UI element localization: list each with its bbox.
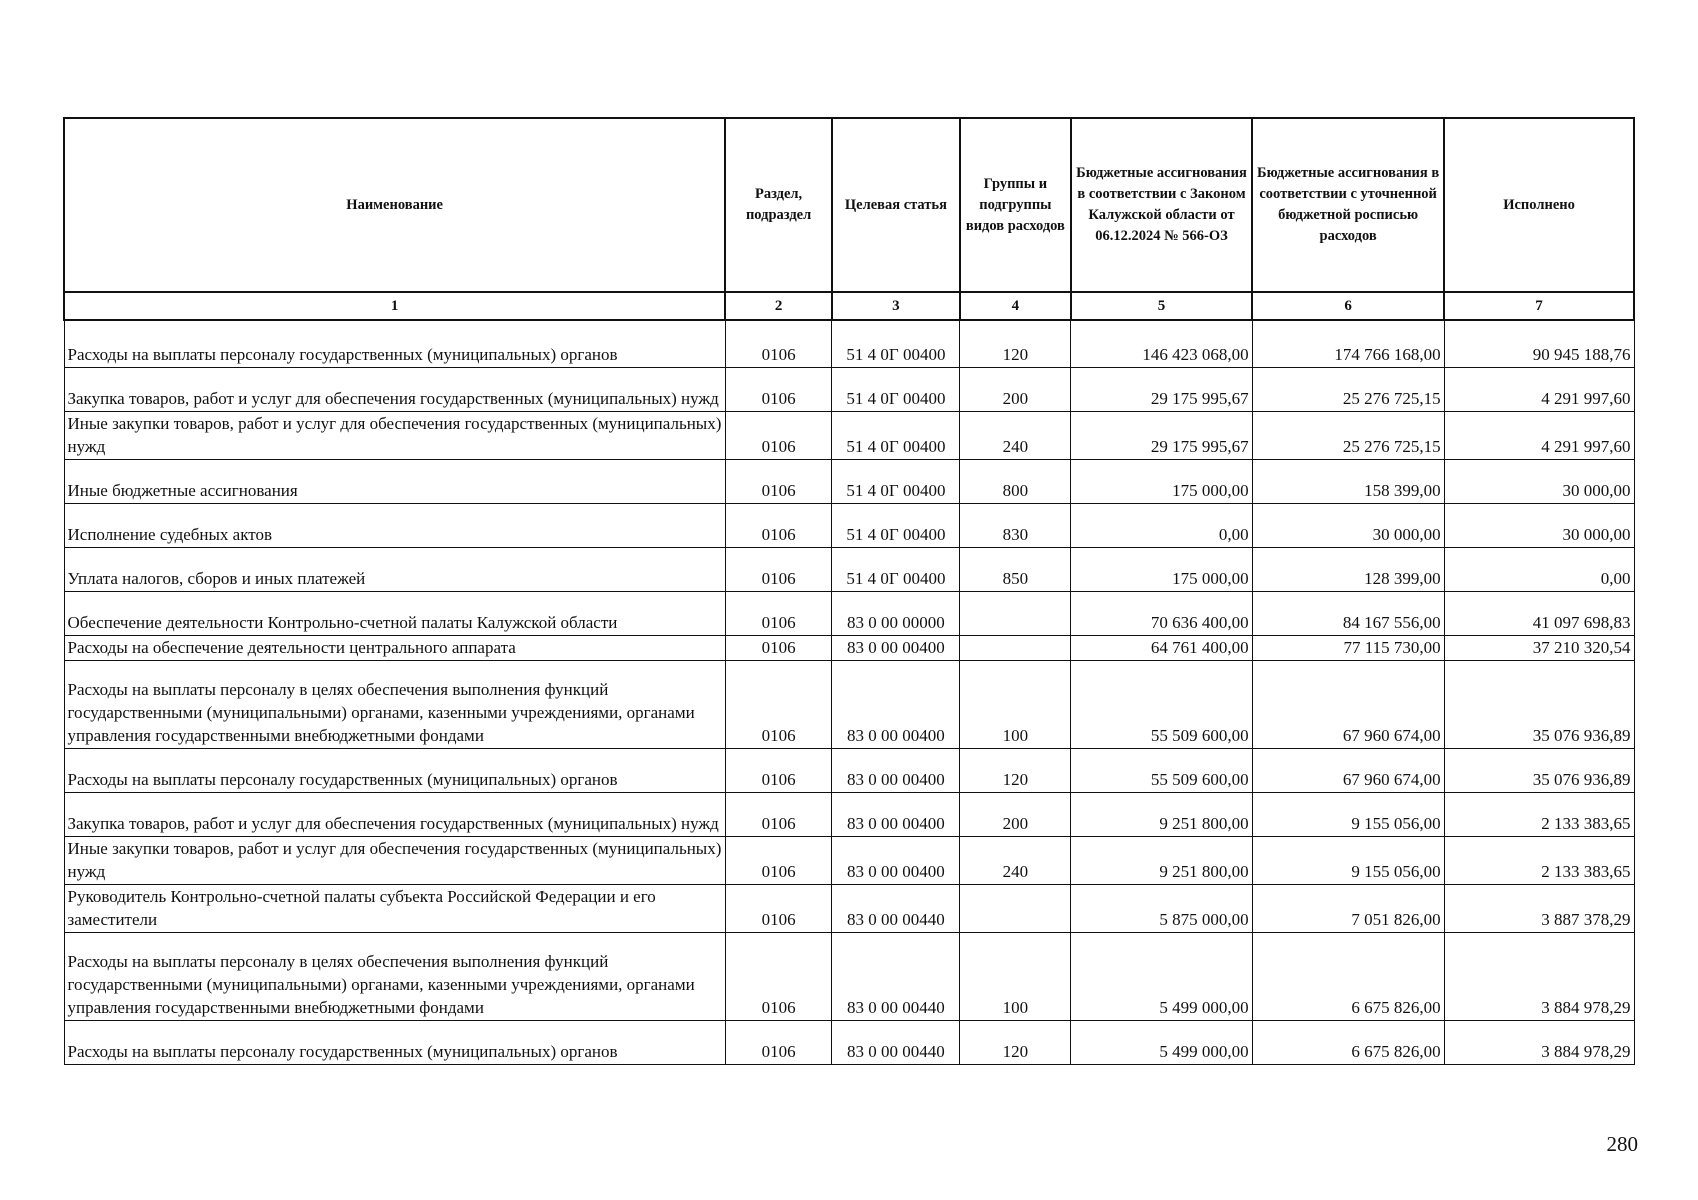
row-target-article: 83 0 00 00000	[832, 591, 960, 635]
row-name: Исполнение судебных актов	[64, 503, 725, 547]
row-expense-group: 100	[960, 932, 1071, 1020]
header-target-article: Целевая статья	[832, 118, 960, 292]
row-expense-group	[960, 635, 1071, 660]
row-name: Расходы на выплаты персоналу государственных (муниципальных) органов	[64, 748, 725, 792]
row-executed-amount: 90 945 188,76	[1444, 320, 1634, 367]
row-expense-group: 100	[960, 660, 1071, 748]
row-section: 0106	[725, 547, 832, 591]
table-row	[64, 320, 1634, 367]
row-section: 0106	[725, 591, 832, 635]
column-number-row	[64, 292, 1634, 320]
row-name: Руководитель Контрольно-счетной палаты субъекта Российской Федерации и его заместители	[64, 884, 725, 932]
row-section: 0106	[725, 459, 832, 503]
table-row	[64, 459, 1634, 503]
row-refined-amount: 9 155 056,00	[1252, 792, 1444, 836]
row-law-amount: 55 509 600,00	[1071, 660, 1252, 748]
row-expense-group: 240	[960, 411, 1071, 459]
row-target-article: 83 0 00 00440	[832, 932, 960, 1020]
column-number: 6	[1252, 292, 1444, 320]
row-executed-amount: 35 076 936,89	[1444, 660, 1634, 748]
row-executed-amount: 3 884 978,29	[1444, 1020, 1634, 1064]
row-target-article: 83 0 00 00400	[832, 836, 960, 884]
row-target-article: 83 0 00 00400	[832, 748, 960, 792]
row-executed-amount: 4 291 997,60	[1444, 411, 1634, 459]
column-number: 4	[960, 292, 1071, 320]
row-expense-group: 120	[960, 1020, 1071, 1064]
row-law-amount: 29 175 995,67	[1071, 411, 1252, 459]
header-expense-groups: Группы и подгруппы видов расходов	[960, 118, 1071, 292]
row-section: 0106	[725, 932, 832, 1020]
row-executed-amount: 2 133 383,65	[1444, 792, 1634, 836]
row-executed-amount: 2 133 383,65	[1444, 836, 1634, 884]
row-refined-amount: 174 766 168,00	[1252, 320, 1444, 367]
row-law-amount: 5 875 000,00	[1071, 884, 1252, 932]
row-executed-amount: 3 884 978,29	[1444, 932, 1634, 1020]
row-target-article: 51 4 0Г 00400	[832, 547, 960, 591]
table-row	[64, 932, 1634, 1020]
table-body	[64, 320, 1634, 1064]
row-executed-amount: 4 291 997,60	[1444, 367, 1634, 411]
row-expense-group: 240	[960, 836, 1071, 884]
row-section: 0106	[725, 1020, 832, 1064]
row-law-amount: 29 175 995,67	[1071, 367, 1252, 411]
row-law-amount: 5 499 000,00	[1071, 1020, 1252, 1064]
page-number: 280	[1606, 1132, 1638, 1156]
row-expense-group: 200	[960, 367, 1071, 411]
row-refined-amount: 77 115 730,00	[1252, 635, 1444, 660]
row-name: Иные бюджетные ассигнования	[64, 459, 725, 503]
row-target-article: 83 0 00 00440	[832, 884, 960, 932]
table-row	[64, 503, 1634, 547]
row-target-article: 83 0 00 00400	[832, 635, 960, 660]
row-section: 0106	[725, 836, 832, 884]
row-name: Расходы на выплаты персоналу государственных (муниципальных) органов	[64, 320, 725, 367]
row-target-article: 51 4 0Г 00400	[832, 503, 960, 547]
row-name: Расходы на выплаты персоналу государственных (муниципальных) органов	[64, 1020, 725, 1064]
row-name: Иные закупки товаров, работ и услуг для обеспечения государственных (муниципальных) нужд	[64, 411, 725, 459]
row-name: Расходы на обеспечение деятельности центрального аппарата	[64, 635, 725, 660]
row-expense-group: 200	[960, 792, 1071, 836]
row-refined-amount: 84 167 556,00	[1252, 591, 1444, 635]
row-expense-group: 800	[960, 459, 1071, 503]
budget-execution-table	[63, 117, 1635, 1065]
row-law-amount: 64 761 400,00	[1071, 635, 1252, 660]
row-executed-amount: 0,00	[1444, 547, 1634, 591]
row-law-amount: 70 636 400,00	[1071, 591, 1252, 635]
row-target-article: 83 0 00 00400	[832, 792, 960, 836]
row-section: 0106	[725, 367, 832, 411]
column-number: 2	[725, 292, 832, 320]
row-executed-amount: 37 210 320,54	[1444, 635, 1634, 660]
row-expense-group: 120	[960, 320, 1071, 367]
column-number: 5	[1071, 292, 1252, 320]
table-row	[64, 884, 1634, 932]
row-executed-amount: 3 887 378,29	[1444, 884, 1634, 932]
header-section: Раздел, подраздел	[725, 118, 832, 292]
row-refined-amount: 67 960 674,00	[1252, 660, 1444, 748]
row-section: 0106	[725, 320, 832, 367]
row-executed-amount: 41 097 698,83	[1444, 591, 1634, 635]
table-row	[64, 547, 1634, 591]
table-row	[64, 1020, 1634, 1064]
row-refined-amount: 25 276 725,15	[1252, 411, 1444, 459]
row-refined-amount: 67 960 674,00	[1252, 748, 1444, 792]
row-section: 0106	[725, 884, 832, 932]
row-section: 0106	[725, 635, 832, 660]
table-row	[64, 660, 1634, 748]
row-expense-group: 850	[960, 547, 1071, 591]
row-expense-group	[960, 884, 1071, 932]
row-target-article: 83 0 00 00440	[832, 1020, 960, 1064]
column-number: 1	[64, 292, 725, 320]
row-refined-amount: 128 399,00	[1252, 547, 1444, 591]
row-section: 0106	[725, 660, 832, 748]
row-expense-group	[960, 591, 1071, 635]
row-refined-amount: 9 155 056,00	[1252, 836, 1444, 884]
row-law-amount: 146 423 068,00	[1071, 320, 1252, 367]
table-row	[64, 836, 1634, 884]
row-expense-group: 830	[960, 503, 1071, 547]
header-executed: Исполнено	[1444, 118, 1634, 292]
row-name: Расходы на выплаты персоналу в целях обеспечения выполнения функций государственными (муниципальными) органами, казенными учреждениями, органами управления государственными внебюджетными фондами	[64, 932, 725, 1020]
row-law-amount: 5 499 000,00	[1071, 932, 1252, 1020]
header-name: Наименование	[64, 118, 725, 292]
row-law-amount: 9 251 800,00	[1071, 792, 1252, 836]
column-number: 7	[1444, 292, 1634, 320]
row-name: Расходы на выплаты персоналу в целях обеспечения выполнения функций государственными (муниципальными) органами, казенными учреждениями, органами управления государственными внебюджетными фондами	[64, 660, 725, 748]
row-target-article: 83 0 00 00400	[832, 660, 960, 748]
row-refined-amount: 6 675 826,00	[1252, 1020, 1444, 1064]
row-name: Закупка товаров, работ и услуг для обеспечения государственных (муниципальных) нужд	[64, 367, 725, 411]
row-section: 0106	[725, 792, 832, 836]
header-law-allocations: Бюджетные ассигнования в соответствии с Законом Калужской области от 06.12.2024 № 566-ОЗ	[1071, 118, 1252, 292]
header-refined-allocations: Бюджетные ассигнования в соответствии с уточненной бюджетной росписью расходов	[1252, 118, 1444, 292]
row-refined-amount: 25 276 725,15	[1252, 367, 1444, 411]
table-header-row	[64, 118, 1634, 292]
table-row	[64, 635, 1634, 660]
row-section: 0106	[725, 503, 832, 547]
row-law-amount: 9 251 800,00	[1071, 836, 1252, 884]
column-number: 3	[832, 292, 960, 320]
row-name: Иные закупки товаров, работ и услуг для обеспечения государственных (муниципальных) нужд	[64, 836, 725, 884]
row-name: Обеспечение деятельности Контрольно-счетной палаты Калужской области	[64, 591, 725, 635]
row-executed-amount: 30 000,00	[1444, 459, 1634, 503]
row-refined-amount: 30 000,00	[1252, 503, 1444, 547]
row-target-article: 51 4 0Г 00400	[832, 320, 960, 367]
row-target-article: 51 4 0Г 00400	[832, 367, 960, 411]
row-refined-amount: 6 675 826,00	[1252, 932, 1444, 1020]
row-refined-amount: 7 051 826,00	[1252, 884, 1444, 932]
row-name: Закупка товаров, работ и услуг для обеспечения государственных (муниципальных) нужд	[64, 792, 725, 836]
row-executed-amount: 30 000,00	[1444, 503, 1634, 547]
row-law-amount: 175 000,00	[1071, 459, 1252, 503]
row-executed-amount: 35 076 936,89	[1444, 748, 1634, 792]
row-section: 0106	[725, 411, 832, 459]
row-law-amount: 175 000,00	[1071, 547, 1252, 591]
row-expense-group: 120	[960, 748, 1071, 792]
row-law-amount: 0,00	[1071, 503, 1252, 547]
table-row	[64, 367, 1634, 411]
row-section: 0106	[725, 748, 832, 792]
row-target-article: 51 4 0Г 00400	[832, 411, 960, 459]
row-target-article: 51 4 0Г 00400	[832, 459, 960, 503]
row-refined-amount: 158 399,00	[1252, 459, 1444, 503]
table-row	[64, 792, 1634, 836]
row-name: Уплата налогов, сборов и иных платежей	[64, 547, 725, 591]
table-row	[64, 748, 1634, 792]
table-row	[64, 591, 1634, 635]
table-row	[64, 411, 1634, 459]
row-law-amount: 55 509 600,00	[1071, 748, 1252, 792]
